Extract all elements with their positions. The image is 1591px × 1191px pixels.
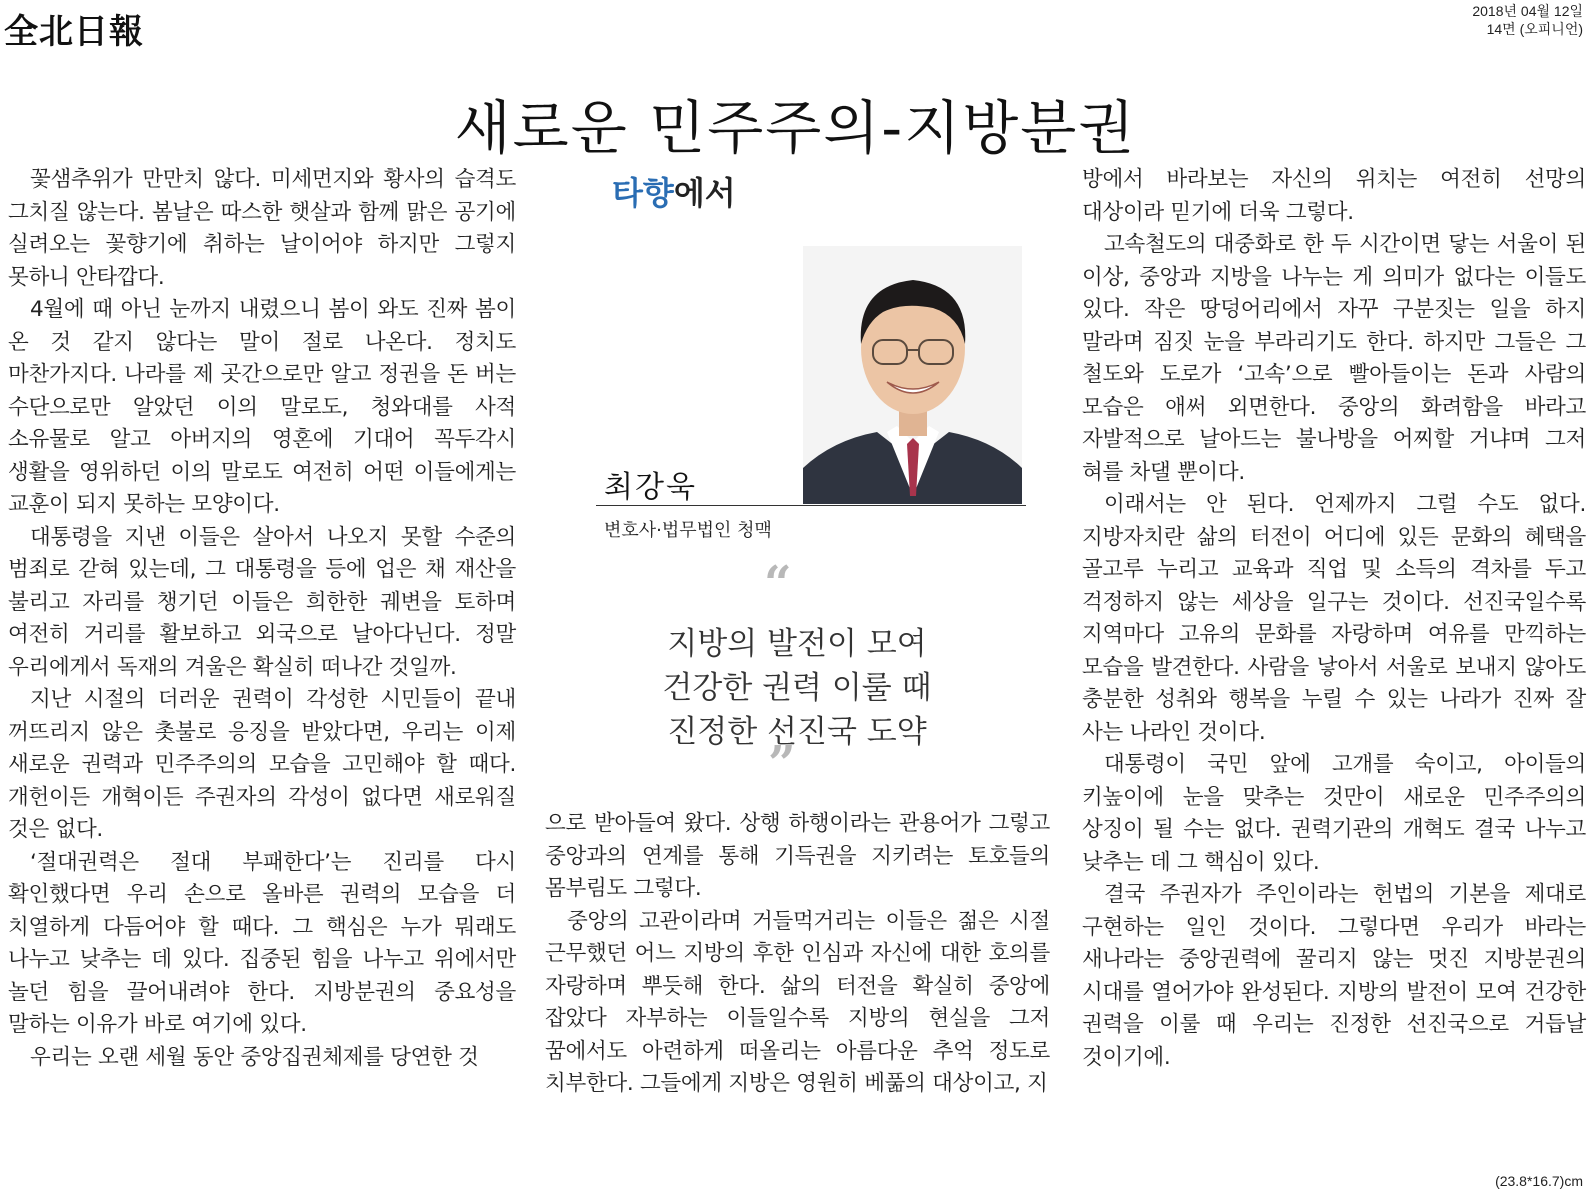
- author-affiliation: 변호사·법무법인 청맥: [604, 520, 772, 541]
- paragraph: 대통령이 국민 앞에 고개를 숙이고, 아이들의 키높이에 눈을 맞추는 것만이 새로운 민주주의의 상징이 될 수는 없다. 권력기관의 개혁도 결국 나누고 낮추는 데 그 핵심이 있다.: [1082, 752, 1586, 875]
- paragraph: 대통령을 지낸 이들은 살아서 나오지 못할 수준의 범죄로 갇혀 있는데, 그 대통령을 등에 업은 채 재산을 불리고 자리를 챙기던 이들은 희한한 궤변을 토하며 여전히 거리를 활보하고 외국으로 날아다닌다. 정말 우리에게서 독재의 겨울은 확실히 떠나간 것일까.: [8, 524, 516, 680]
- close-quote-icon: ”: [768, 736, 796, 792]
- paragraph: 4월에 때 아닌 눈까지 내렸으니 봄이 와도 진짜 봄이 온 것 같지 않다는 말이 절로 나온다. 정치도 마찬가지다. 나라를 제 곳간으로만 알고 정권을 돈 버는 수단으로만 알았던 이의 말로도, 청와대를 사적 소유물로 알고 아버지의 영혼에 기대어 꼭두각시 생활을 영위하던 이의 말로도 여전히 어떤 이들에게는 교훈이 되지 못하는 모양이다.: [8, 297, 516, 517]
- pull-quote-line: 지방의 발전이 모여: [667, 626, 927, 662]
- article-column-2: [545, 808, 1050, 1101]
- column-label: [612, 168, 736, 214]
- paragraph: 으로 받아들여 왔다. 상행 하행이라는 관용어가 그렇고 중앙과의 연계를 통해 기득권을 지키려는 토호들의 몸부림도 그렇다.: [545, 811, 1050, 901]
- issue-page: 14면 (오피니언): [1486, 21, 1583, 37]
- author-divider: [596, 505, 1026, 506]
- paragraph: ‘절대권력은 절대 부패한다’는 진리를 다시 확인했다면 우리 손으로 올바른 권력의 모습을 더 치열하게 다듬어야 할 때다. 그 핵심은 누가 뭐래도 나누고 낮추는 데 있다. 집중된 힘을 나누고 위에서만 놀던 힘을 끌어내려야 한다. 지방분권의 중요성을 말하는 이유가 바로 여기에 있다.: [8, 849, 517, 1037]
- pull-quote-line: 진정한 선진국 도약: [667, 714, 927, 750]
- article-column-1: [8, 164, 516, 1074]
- column-label-rest: 에서: [673, 174, 736, 212]
- author-photo: [803, 246, 1022, 504]
- author-portrait-illustration: [803, 246, 1022, 504]
- issue-meta: [1472, 2, 1583, 38]
- clipping-size: (23.8*16.7)cm: [1495, 1173, 1583, 1189]
- article-column-3: [1082, 164, 1586, 1074]
- paragraph: 지난 시절의 더러운 권력이 각성한 시민들이 끝내 꺼뜨리지 않은 촛불로 응징을 받았다면, 우리는 이제 새로운 권력과 민주주의의 모습을 고민해야 할 때다. 개헌이든 개혁이든 주권자의 각성이 없다면 새로워질 것은 없다.: [8, 687, 516, 842]
- paragraph: 꽃샘추위가 만만치 않다. 미세먼지와 황사의 습격도 그치질 않는다. 봄날은 따스한 햇살과 함께 맑은 공기에 실려오는 꽃향기에 취하는 날이어야 하지만 그렇지 못하니 안타깝다.: [8, 167, 516, 290]
- newspaper-masthead: 全北日報: [4, 12, 144, 52]
- paragraph: 결국 주권자가 주인이라는 헌법의 기본을 제대로 구현하는 일인 것이다. 그렇다면 우리가 바라는 새나라는 중앙권력에 꿀리지 않는 멋진 지방분권의 시대를 열어가야 완성된다. 지방의 발전이 모여 건강한 권력을 이룰 때 우리는 진정한 선진국으로 거듭날 것이기에.: [1082, 882, 1586, 1070]
- issue-date: 2018년 04월 12일: [1472, 3, 1583, 19]
- author-name: 최강욱: [604, 470, 697, 505]
- paragraph: 방에서 바라보는 자신의 위치는 여전히 선망의 대상이라 믿기에 더욱 그렇다.: [1082, 167, 1586, 225]
- paragraph: 고속철도의 대중화로 한 두 시간이면 닿는 서울이 된 이상, 중앙과 지방을 나누는 게 의미가 없다는 이들도 있다. 작은 땅덩어리에서 자꾸 구분짓는 일을 하지 말라며 짐짓 눈을 부라리기도 한다. 하지만 그들은 그 철도와 도로가 ‘고속’으로 빨아들이는 돈과 사람의 모습은 애써 외면한다. 중앙의 화려함을 바라고 자발적으로 날아드는 불나방을 어찌할 거냐며 그저 혀를 차댈 뿐이다.: [1082, 232, 1586, 485]
- article-headline: 새로운 민주주의-지방분권: [454, 93, 1137, 162]
- open-quote-icon: “: [764, 556, 792, 612]
- column-label-accent: 타향: [612, 174, 674, 212]
- paragraph: 이래서는 안 된다. 언제까지 그럴 수도 없다. 지방자치란 삶의 터전이 어디에 있든 문화의 혜택을 골고루 누리고 교육과 직업 및 소득의 격차를 두고 걱정하지 않는 세상을 일구는 것이다. 선진국일수록 지역마다 고유의 문화를 자랑하며 여유를 만끽하는 모습을 발견한다. 사람을 낳아서 서울로 보내지 않아도 충분한 성취와 행복을 누릴 수 있는 나라가 진짜 잘 사는 나라인 것이다.: [1082, 492, 1586, 745]
- paragraph: 중앙의 고관이라며 거들먹거리는 이들은 젊은 시절 근무했던 어느 지방의 후한 인심과 자신에 대한 호의를 자랑하며 뿌듯해 한다. 삶의 터전을 확실히 중앙에 잡았다 자부하는 이들일수록 지방의 현실을 그저 꿈에서도 아련하게 떠올리는 아름다운 추억 정도로 치부한다. 그들에게 지방은 영원히 베풂의 대상이고, 지: [545, 908, 1050, 1096]
- pull-quote: [612, 622, 982, 754]
- paragraph: 우리는 오랜 세월 동안 중앙집권체제를 당연한 것: [30, 1044, 479, 1070]
- pull-quote-line: 건강한 권력 이룰 때: [662, 670, 932, 706]
